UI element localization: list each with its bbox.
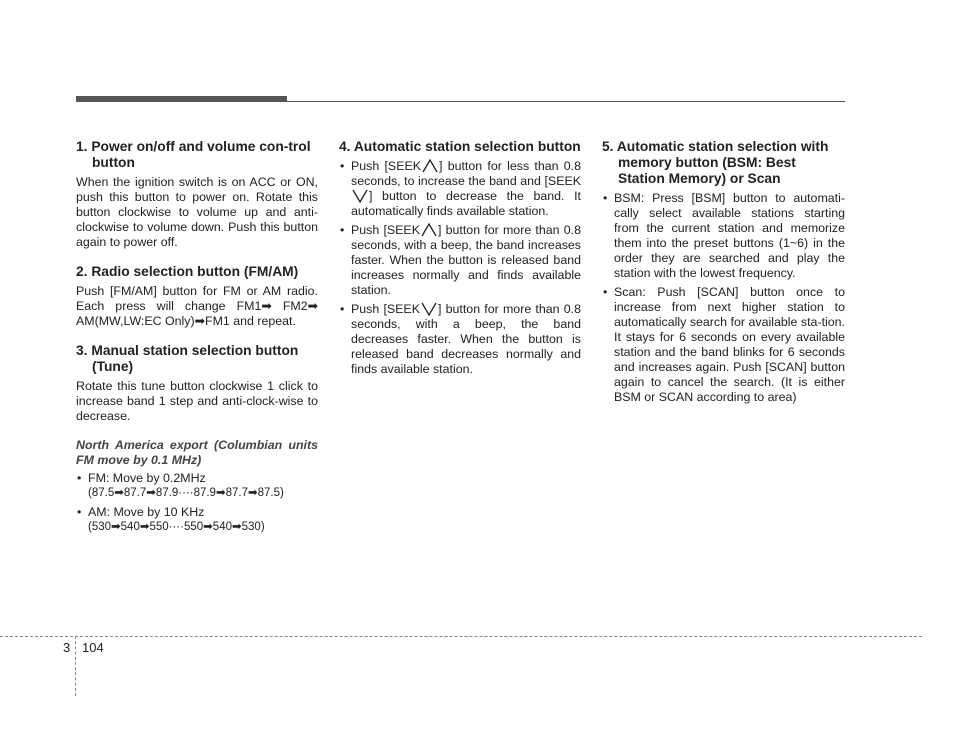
north-america-note: North America export (Columbian units FM move by 0.1 MHz)	[76, 438, 318, 467]
section-power-body: When the ignition switch is on ACC or ON, push this button to power on. Rotate this button clockwise to volume up and anti-clockwise to volume down. Push this button again to power off.	[76, 175, 318, 249]
section-bsm-title: 5. Automatic station selection with memory button (BSM: Best Station Memory) or Scan	[602, 139, 829, 186]
seek-text-1b: ] button for less than 0.8 seconds, to increase the band and	[351, 159, 581, 188]
fm-step-sequence: (87.5➡87.7➡87.9····87.9➡87.7➡87.5)	[88, 487, 284, 499]
bsm-bullet-list	[602, 191, 845, 405]
bsm-bullet: • BSM: Press [BSM] button to automati-cally select available stations starting from the current station and memorize them into the preset buttons (1~6) in the order they are searched and play the station with the lowest frequency.	[602, 191, 845, 281]
seek-up-icon	[422, 159, 438, 173]
column-3	[602, 139, 845, 419]
section-radio-body: Push [FM/AM] button for FM or AM radio. Each press will change FM1➡ FM2➡ AM(MW,LW:EC Only)➡FM1 and repeat.	[76, 284, 318, 328]
section-auto-seek	[339, 139, 581, 377]
section-radio-select	[76, 264, 318, 329]
seek-text-1a: Push [SEEK	[351, 159, 421, 173]
column-1	[76, 139, 318, 539]
seek-text-2a: Push [SEEK	[351, 223, 420, 237]
seek-text-2b: ] button for more than 0.8 seconds, with a beep, the band increases faster. When the button is released band increases normally and finds available station.	[351, 223, 581, 297]
seek-text-1d: ] button to decrease the band. It automatically finds available station.	[351, 189, 581, 218]
seek-text-3a: Push [SEEK	[351, 302, 420, 316]
section-tune-title: 3. Manual station selection button (Tune)	[76, 343, 299, 374]
footer-dashed-rule	[0, 636, 922, 637]
section-manual-tune	[76, 343, 318, 424]
section-seek-title: 4. Automatic station selection button	[339, 139, 581, 154]
am-step-item	[76, 505, 318, 535]
section-power	[76, 139, 318, 250]
section-number: 3	[63, 640, 71, 655]
seek-bullet-2	[339, 223, 581, 298]
am-step-sequence: (530➡540➡550····550➡540➡530)	[88, 521, 265, 533]
section-bsm-scan	[602, 139, 845, 405]
am-step-label: AM: Move by 10 KHz	[88, 505, 205, 519]
column-2	[339, 139, 581, 381]
tune-step-list	[76, 471, 318, 535]
section-power-title: 1. Power on/off and volume con-trol button	[76, 139, 311, 170]
seek-bullet-1	[339, 159, 581, 219]
fm-step-item	[76, 471, 318, 501]
fm-step-label: FM: Move by 0.2MHz	[88, 471, 206, 485]
section-tune-body: Rotate this tune button clockwise 1 click to increase band 1 step and anti-clock-wise to decrease.	[76, 379, 318, 423]
seek-text-1c: [SEEK	[544, 174, 581, 188]
seek-up-icon	[421, 223, 437, 237]
footer-dashed-divider	[75, 636, 76, 696]
section-radio-title: 2. Radio selection button (FM/AM)	[76, 264, 299, 279]
seek-down-icon	[352, 189, 368, 203]
scan-bullet: • Scan: Push [SCAN] button once to increase from next higher station to automatically search for available sta-tion. It stays for 6 seconds on every available station and the band blinks for 6 seconds and increases again. Push [SCAN] button again to cancel the search. (It is either BSM or SCAN according to area)	[602, 285, 845, 405]
header-rule	[76, 101, 845, 102]
seek-text-3b: ] button for more than 0.8 seconds, with a beep, the band decreases faster. When the button is released band decreases normally and finds available station.	[351, 302, 581, 376]
seek-bullet-list	[339, 159, 581, 377]
seek-down-icon	[421, 302, 437, 316]
seek-bullet-3	[339, 302, 581, 377]
page-number: 104	[82, 640, 104, 655]
